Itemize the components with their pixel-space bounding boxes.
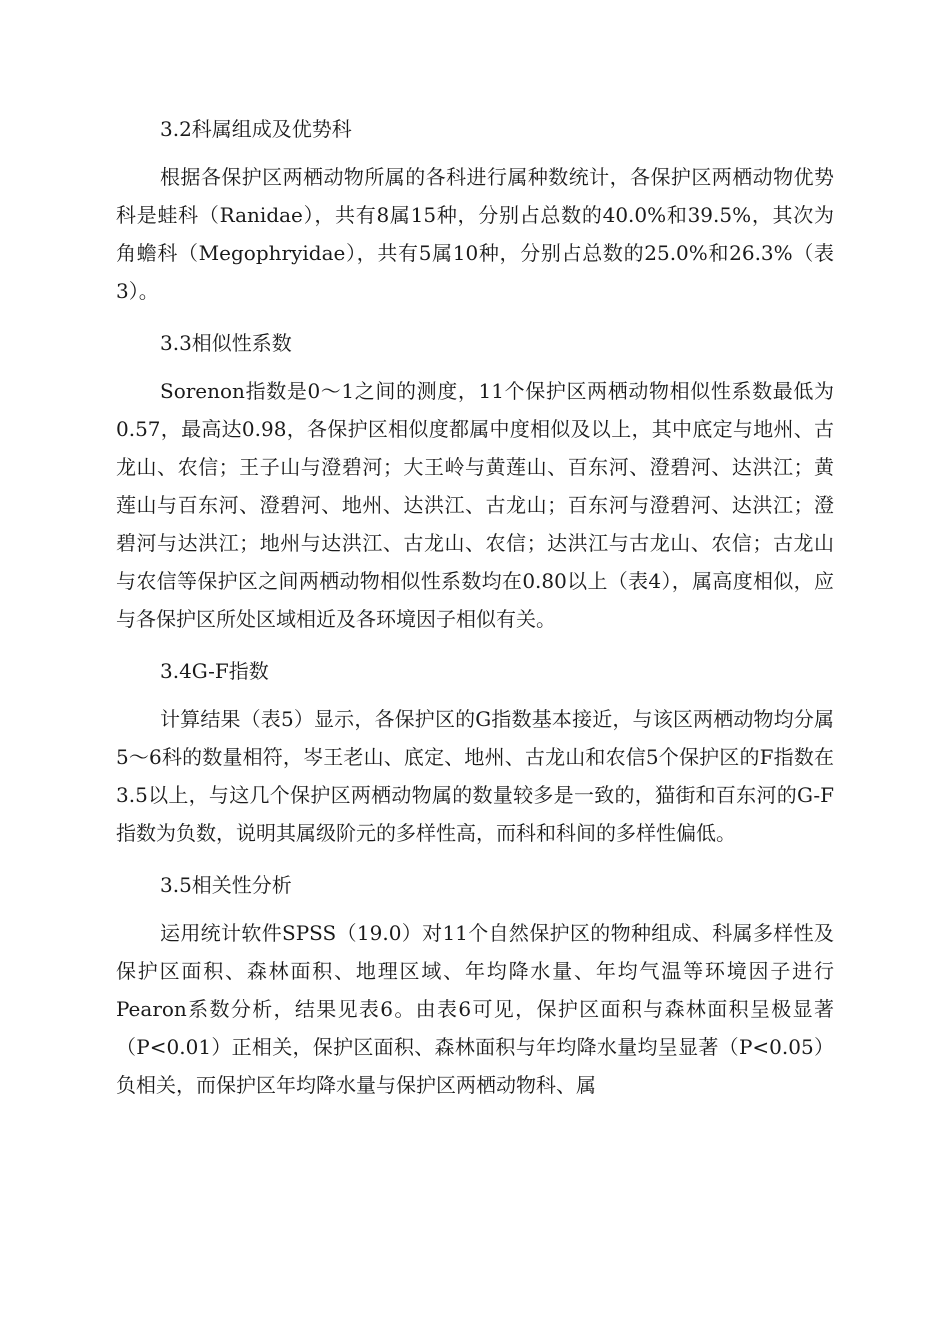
section-paragraph-3-2: 根据各保护区两栖动物所属的各科进行属种数统计，各保护区两栖动物优势科是蛙科（Ranidae），共有8属15种，分别占总数的40.0%和39.5%，其次为角蟾科（Megophryidae），共有5属10种，分别占总数的25.0%和26.3%（表3）。 [116, 165, 834, 303]
section-paragraph-3-5: 运用统计软件SPSS（19.0）对11个自然保护区的物种组成、科属多样性及保护区面积、森林面积、地理区域、年均降水量、年均气温等环境因子进行Pearon系数分析，结果见表6。由表6可见，保护区面积与森林面积呈极显著（P<0.01）正相关，保护区面积、森林面积与年均降水量均呈显著（P<0.05）负相关，而保护区年均降水量与保护区两栖动物科、属 [116, 921, 834, 1097]
section-heading-3-5: 3.5相关性分析 [160, 873, 292, 897]
section-paragraph-3-4: 计算结果（表5）显示，各保护区的G指数基本接近，与该区两栖动物均分属5～6科的数量相符，岑王老山、底定、地州、古龙山和农信5个保护区的F指数在3.5以上，与这几个保护区两栖动物属的数量较多是一致的，猫街和百东河的G-F指数为负数，说明其属级阶元的多样性高，而科和科间的多样性偏低。 [116, 707, 834, 845]
spacer [116, 690, 834, 700]
spacer [116, 310, 834, 324]
section-paragraph-3-3: Sorenon指数是0～1之间的测度，11个保护区两栖动物相似性系数最低为0.57，最高达0.98，各保护区相似度都属中度相似及以上，其中底定与地州、古龙山、农信；王子山与澄碧河；大王岭与黄莲山、百东河、澄碧河、达洪江；黄莲山与百东河、澄碧河、地州、达洪江、古龙山；百东河与澄碧河、达洪江；澄碧河与达洪江；地州与达洪江、古龙山、农信；达洪江与古龙山、农信；古龙山与农信等保护区之间两栖动物相似性系数均在0.80以上（表4），属高度相似，应与各保护区所处区域相近及各环境因子相似有关。 [116, 379, 834, 631]
section-heading-3-2: 3.2科属组成及优势科 [160, 117, 352, 141]
section-heading-3-4: 3.4G-F指数 [160, 659, 269, 683]
spacer [116, 148, 834, 158]
spacer [116, 852, 834, 866]
spacer [116, 638, 834, 652]
section-heading-3-3: 3.3相似性系数 [160, 331, 292, 355]
spacer [116, 362, 834, 372]
document-body [116, 110, 834, 1104]
spacer [116, 904, 834, 914]
